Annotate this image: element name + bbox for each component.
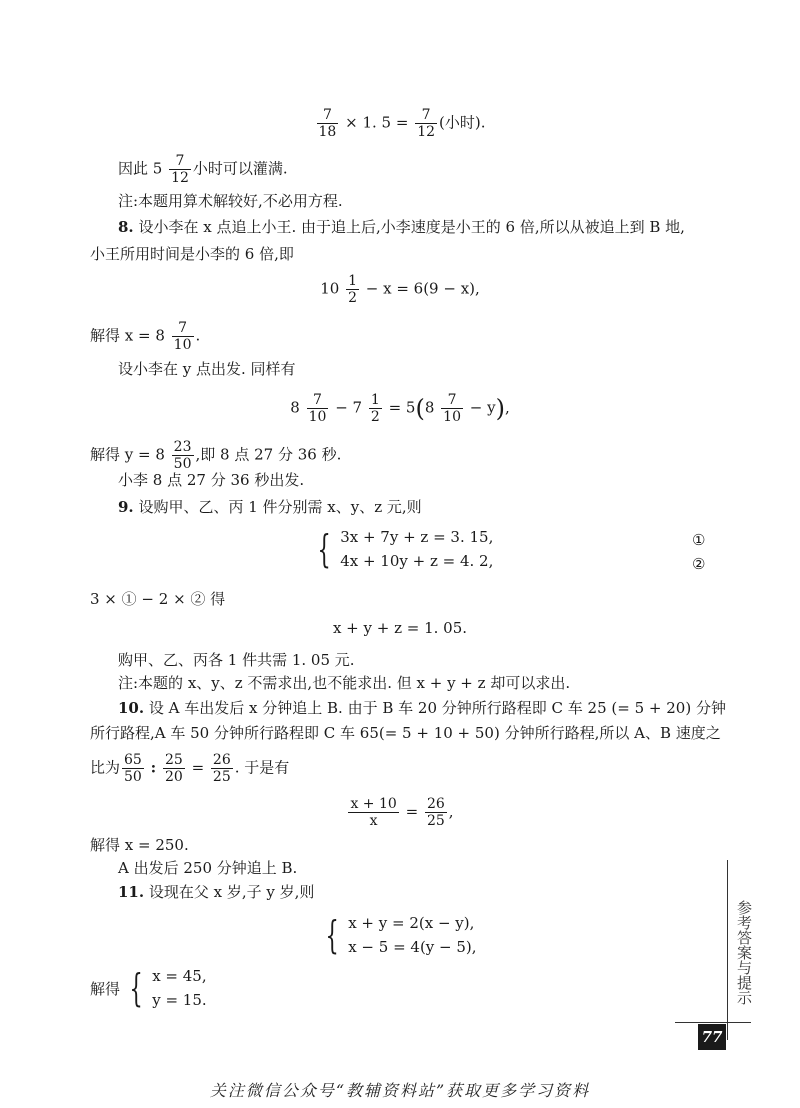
text-line: 小李 8 点 27 分 36 秒出发. — [118, 471, 305, 489]
page-number: 77 — [698, 1024, 726, 1050]
equation-mark-1: ① — [692, 531, 706, 549]
sidebar-divider — [727, 860, 728, 1040]
system-2: { x + y = 2(x − y), x − 5 = 4(y − 5), — [325, 913, 477, 957]
question-10: 10. 设 A 车出发后 x 分钟追上 B. 由于 B 车 20 分钟所行路程即 C 车 25 (= 5 + 20) 分钟 — [118, 699, 726, 717]
question-10-cont: 所行路程,A 车 50 分钟所行路程即 C 车 65(= 5 + 10 + 50) 分钟所行路程,所以 A、B 速度之 — [90, 724, 721, 742]
solution-1: 解得 x = 8 $\frac{7}{10}$ . — [90, 320, 201, 353]
equation-1: 10 $\frac{1}{2}$ − x = 6(9 − x), — [320, 273, 480, 306]
text-line: A 出发后 250 分钟追上 B. — [118, 859, 298, 877]
sidebar-section-label: 参考答案与提示 — [735, 900, 753, 1005]
question-8: 8. 设小李在 x 点追上小王. 由于追上后,小李速度是小王的 6 倍,所以从被追上到 B 地, — [118, 218, 685, 236]
equation-time: $\frac{7}{18}$ × 1. 5 = $\frac{7}{12}$ (小时). — [318, 107, 486, 140]
equation-4: $\frac{x + 10}{x}$ = $\frac{26}{25}$ , — [350, 796, 454, 829]
solution-4: 解得 { x = 45, y = 15. — [90, 966, 207, 1010]
question-8-cont: 小王所用时间是小李的 6 倍,即 — [90, 245, 294, 263]
question-9: 9. 设购甲、乙、丙 1 件分别需 x、y、z 元,则 — [118, 498, 422, 516]
text-line: 3 × ① − 2 × ② 得 — [90, 590, 226, 608]
text-line: 因此 5 $\frac{7}{12}$ 小时可以灌满. — [118, 153, 288, 186]
ratio-line: 比为 $\frac{65}{50}$ : $\frac{25}{20}$ = $\frac{26}{25}$ . 于是有 — [90, 752, 290, 785]
equation-mark-2: ② — [692, 555, 706, 573]
footer-watermark: 关注微信公众号“教辅资料站”获取更多学习资料 — [209, 1081, 591, 1100]
text-line: 购甲、乙、丙各 1 件共需 1. 05 元. — [118, 651, 355, 669]
note-line: 注:本题的 x、y、z 不需求出,也不能求出. 但 x + y + z 却可以求出. — [118, 674, 571, 692]
equation-2: 8 $\frac{7}{10}$ − 7 $\frac{1}{2}$ = 5(8 $\frac{7}{10}$ − y), — [290, 392, 510, 425]
solution-2: 解得 y = 8 $\frac{23}{50}$ ,即 8 点 27 分 36 秒. — [90, 439, 342, 472]
question-11: 11. 设现在父 x 岁,子 y 岁,则 — [118, 883, 315, 901]
note-line: 注:本题用算术解较好,不必用方程. — [118, 192, 343, 210]
solution-3: 解得 x = 250. — [90, 836, 189, 854]
equation-3: x + y + z = 1. 05. — [332, 619, 468, 637]
text-line: 设小李在 y 点出发. 同样有 — [118, 360, 296, 378]
page-number-rule — [675, 1022, 751, 1023]
system-1: { 3x + 7y + z = 3. 15, 4x + 10y + z = 4. 2, — [317, 527, 494, 571]
